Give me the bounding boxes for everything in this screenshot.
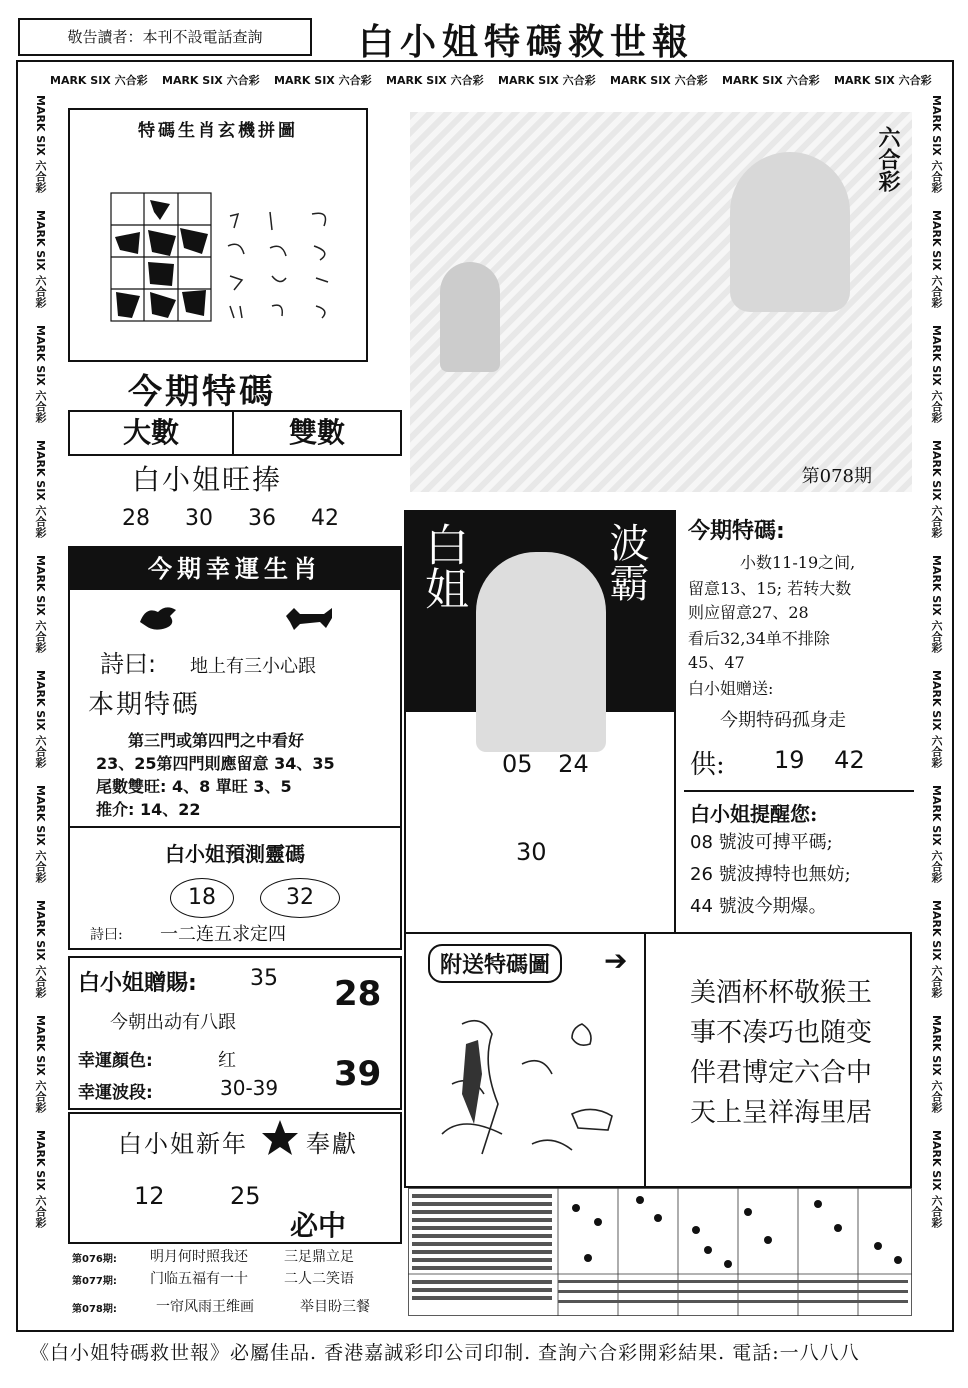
right-special-line-4: 看后32,34单不排除 — [688, 629, 830, 648]
watermark-label: MARK SIX 六合彩 — [930, 900, 943, 998]
star-icon — [260, 1118, 300, 1158]
lucky-line-1: 第三門或第四門之中看好 — [128, 731, 305, 750]
watermark-label: MARK SIX 六合彩 — [34, 900, 47, 998]
watermark-label: MARK SIX 六合彩 — [930, 1015, 943, 1113]
poem-line: 事不凑巧也随变 — [690, 1018, 873, 1048]
reminder-block — [684, 790, 914, 932]
tag-big: 大數 — [70, 412, 234, 454]
watermark-label: MARK SIX 六合彩 — [930, 440, 943, 538]
puzzle-image — [110, 192, 212, 322]
gift-big-1: 28 — [334, 974, 382, 1014]
watermark-label: MARK SIX 六合彩 — [930, 670, 943, 768]
watermark-label: MARK SIX 六合彩 — [722, 74, 820, 87]
right-special-heading: 今期特碼: — [688, 519, 785, 544]
watermark-label: MARK SIX 六合彩 — [162, 74, 260, 87]
arrow-right-icon: ➔ — [604, 944, 628, 977]
poem-line: 伴君博定六合中 — [690, 1058, 873, 1088]
results-grid — [408, 1188, 912, 1316]
gift-number: 35 — [250, 966, 278, 991]
right-special-line-2: 留意13、15; 若转大数 — [688, 579, 852, 598]
history-issue: 第078期: — [72, 1304, 117, 1315]
newyear-box — [68, 1112, 402, 1244]
watermark-left-strip — [26, 95, 56, 1325]
special-numbers — [122, 506, 339, 531]
lucky-zodiac-header: 今期幸運生肖 — [70, 548, 400, 590]
prediction-title: 白小姐預測靈碼 — [165, 842, 305, 866]
bobawang-numbers-b: 30 — [516, 838, 547, 866]
watermark-label: MARK SIX 六合彩 — [610, 74, 708, 87]
special-heading: 今期特碼 — [128, 372, 276, 412]
poem-label: 詩曰: — [100, 650, 157, 678]
attached-box — [404, 932, 646, 1188]
supply-label: 供: — [690, 750, 725, 780]
sure-win-badge: 必中 — [290, 1209, 347, 1242]
poem-line: 天上呈祥海里居 — [690, 1098, 873, 1128]
newyear-title-b: 奉獻 — [306, 1130, 358, 1158]
reminder-text: 號波今期爆。 — [718, 896, 827, 917]
watermark-label: MARK SIX 六合彩 — [34, 440, 47, 538]
reminder-item — [690, 892, 827, 918]
top-photo — [410, 112, 912, 492]
watermark-label: MARK SIX 六合彩 — [34, 95, 47, 193]
watermark-label: MARK SIX 六合彩 — [930, 325, 943, 423]
right-special-block — [684, 512, 914, 784]
band-label: 幸運波段: — [78, 1083, 153, 1103]
header-bar — [18, 14, 954, 63]
history-issue: 第077期: — [72, 1276, 117, 1287]
notice-box — [18, 18, 312, 56]
issue-number: 第078期 — [801, 466, 872, 487]
special-code-block — [68, 360, 398, 530]
newyear-title-a: 白小姐新年 — [118, 1130, 248, 1158]
newyear-number-1: 12 — [134, 1182, 165, 1210]
bobawang-photo — [476, 552, 606, 752]
attached-illustration — [422, 1004, 632, 1174]
watermark-label: MARK SIX 六合彩 — [930, 1130, 943, 1228]
gift-big-2: 39 — [334, 1054, 382, 1094]
watermark-label: MARK SIX 六合彩 — [34, 785, 47, 883]
newyear-number-2: 25 — [230, 1182, 261, 1210]
reminder-number: 26 — [690, 864, 713, 885]
prediction-poem: 一二连五求定四 — [160, 924, 286, 945]
puzzle-title: 特碼生肖玄機拼圖 — [138, 121, 298, 141]
history-issue: 第076期: — [72, 1254, 117, 1265]
special-subtitle: 白小姐旺捧 — [132, 463, 283, 496]
watermark-label: MARK SIX 六合彩 — [930, 95, 943, 193]
watermark-label: MARK SIX 六合彩 — [34, 210, 47, 308]
lucky-band: 30-39 — [220, 1076, 279, 1100]
watermark-label: MARK SIX 六合彩 — [274, 74, 372, 87]
attached-title: 附送特碼圖 — [428, 944, 562, 983]
watermark-label: MARK SIX 六合彩 — [834, 74, 932, 87]
watermark-label: MARK SIX 六合彩 — [34, 325, 47, 423]
lucky-line-4: 推介: 14、22 — [96, 800, 201, 819]
prediction-poem-label: 詩曰: — [90, 927, 123, 943]
dragon-icon — [136, 602, 180, 634]
bobawang-left: 白姐 — [417, 522, 468, 610]
code-title: 本期特碼 — [88, 690, 201, 720]
tag-even: 雙數 — [288, 416, 345, 449]
special-number: 28 — [122, 506, 150, 531]
watermark-label: MARK SIX 六合彩 — [930, 785, 943, 883]
special-number: 30 — [185, 506, 213, 531]
lucky-poem: 地上有三小心跟 — [190, 656, 316, 677]
right-special-line-7: 今期特码孤身走 — [720, 710, 846, 731]
color-label: 幸運顏色: — [78, 1051, 153, 1071]
bobawang-box — [404, 510, 676, 934]
special-tags-box — [68, 410, 402, 456]
right-special-line-1: 小数11-19之间, — [740, 553, 856, 572]
photo-logo: 六合彩 — [875, 126, 901, 192]
history-line-a: 门临五福有一十 — [150, 1271, 248, 1287]
notice-text: 敬告讀者：本刊不設電話查詢 — [67, 28, 263, 46]
poem-line: 美酒杯杯敬猴王 — [690, 978, 873, 1008]
lucky-line-2: 23、25第四門則應留意 34、35 — [96, 754, 335, 773]
history-line-a: 一帘风雨王维画 — [156, 1299, 254, 1315]
gift-box — [68, 956, 402, 1110]
history-line-b: 二人二笑语 — [284, 1271, 354, 1287]
reminder-number: 08 — [690, 832, 713, 853]
history-line-b: 举目盼三餐 — [300, 1299, 370, 1315]
reminder-text: 號波搏特也無妨; — [718, 864, 851, 885]
special-number: 36 — [248, 506, 276, 531]
gift-line: 今朝出动有八跟 — [110, 1012, 236, 1033]
watermark-label: MARK SIX 六合彩 — [930, 555, 943, 653]
supply-numbers: 19 42 — [774, 746, 865, 774]
reminder-text: 號波可搏平碼; — [718, 832, 833, 853]
reminder-item — [690, 828, 833, 854]
watermark-right-strip — [922, 95, 952, 1325]
prediction-box — [68, 826, 402, 950]
gift-label: 白小姐贈賜: — [78, 971, 197, 996]
history-line-a: 明月何时照我还 — [150, 1249, 248, 1265]
photo-figure-left — [440, 262, 500, 372]
right-special-line-5: 45、47 — [688, 653, 745, 672]
watermark-label: MARK SIX 六合彩 — [50, 74, 148, 87]
special-number: 42 — [311, 506, 339, 531]
watermark-label: MARK SIX 六合彩 — [34, 670, 47, 768]
bobawang-numbers-a: 05 24 — [502, 750, 589, 778]
right-special-line-3: 则应留意27、28 — [688, 603, 809, 622]
lucky-zodiac-box — [68, 546, 402, 828]
lucky-color: 红 — [218, 1050, 236, 1071]
puzzle-sketches — [220, 206, 348, 324]
watermark-top-strip — [50, 72, 932, 90]
reminder-title: 白小姐提醒您: — [690, 802, 818, 826]
reminder-item — [690, 860, 851, 886]
watermark-label: MARK SIX 六合彩 — [498, 74, 596, 87]
prediction-number-2: 32 — [260, 878, 340, 918]
reminder-number: 44 — [690, 896, 713, 917]
footer-text: 《白小姐特碼救世報》必屬佳品. 香港嘉誠彩印公司印制. 查詢六合彩開彩結果. 電話:一八八八 — [30, 1342, 860, 1364]
lucky-line-3: 尾數雙旺: 4、8 單旺 3、5 — [96, 777, 292, 796]
history-line-b: 三足鼎立足 — [284, 1249, 354, 1265]
history-list — [72, 1246, 402, 1322]
right-special-line-6: 白小姐赠送: — [688, 679, 774, 698]
watermark-label: MARK SIX 六合彩 — [34, 1130, 47, 1228]
bobawang-right: 波霸 — [603, 522, 649, 602]
watermark-label: MARK SIX 六合彩 — [930, 210, 943, 308]
poem-box — [644, 932, 912, 1188]
watermark-label: MARK SIX 六合彩 — [34, 555, 47, 653]
masthead-title: 白小姐特碼救世報 — [358, 21, 695, 63]
photo-figure-right — [730, 152, 850, 312]
watermark-label: MARK SIX 六合彩 — [34, 1015, 47, 1113]
dog-icon — [282, 602, 336, 634]
prediction-number-1: 18 — [170, 878, 234, 918]
watermark-label: MARK SIX 六合彩 — [386, 74, 484, 87]
zodiac-puzzle-box — [68, 108, 368, 362]
